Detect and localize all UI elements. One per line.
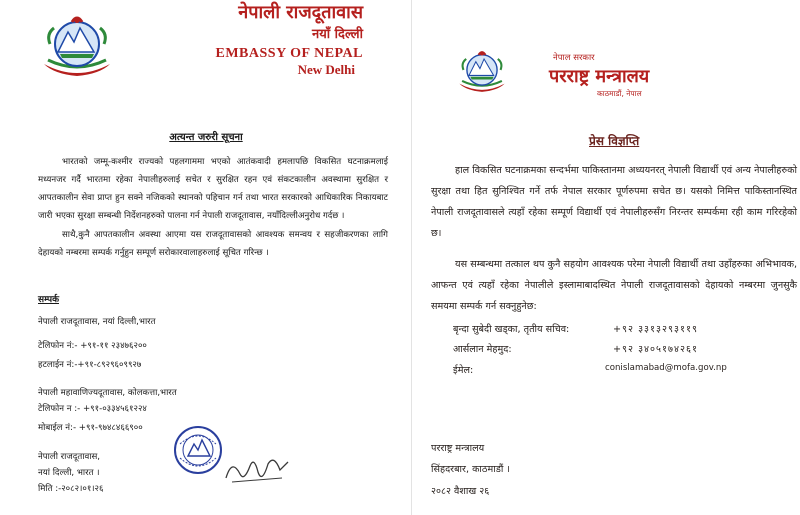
notice-title: अत्यन्त जरुरी सूचना	[169, 132, 243, 143]
press-paragraph-2: यस सम्बन्धमा तत्काल थप कुनै सहयोग आवश्यक परेमा नेपाली विद्यार्थी तथा उहाँहरुका अभिभावक, आफन्त एवं त्यहाँ रहेका नेपालीले इस्लामाबादस्थित नेपाली राजदूतावासको देहायको नम्बरमा जुनसुकै समयमा सम्पर्क गर्न सक्नुहुनेछ:	[431, 259, 797, 312]
contact-phone: +९२ ३३१३२९३११९	[613, 324, 698, 335]
consulate-mobile: मोबाईल नं:- +९१-९७४८४६६९००	[38, 423, 143, 433]
embassy-title-nepali: नेपाली राजदूतावास	[238, 2, 363, 23]
signatory-office: नेपाली राजदूतावास,	[38, 452, 101, 462]
ministry-location: काठमाडौं, नेपाल	[597, 89, 642, 98]
nepal-emblem-icon	[455, 48, 509, 96]
embassy-phone: टेलिफोन नं:- +९१-११ २३४७६२००	[38, 341, 147, 351]
issuing-place: सिंहदरबार, काठमाडौं ।	[431, 464, 511, 475]
embassy-address: नेपाली राजदूतावास, नयां दिल्ली,भारत	[38, 317, 156, 327]
embassy-city-english: New Delhi	[297, 62, 355, 77]
contact-name: बृन्दा सुबेदी खड्का, तृतीय सचिव:	[453, 324, 570, 335]
signature-mark	[222, 452, 292, 488]
embassy-seal-stamp	[172, 424, 224, 476]
ministry-title: परराष्ट्र मन्त्रालय	[549, 66, 650, 87]
ministry-press-release-document	[417, 0, 800, 515]
embassy-title-english: EMBASSY OF NEPAL	[215, 46, 363, 61]
contact-heading: सम्पर्क	[38, 295, 59, 305]
signatory-place: नयां दिल्ली, भारत ।	[38, 468, 100, 478]
embassy-hotline: हटलाईन नं:-+९१-८९२९६०९९२७	[38, 360, 142, 370]
government-label: नेपाल सरकार	[553, 53, 595, 63]
press-release-title: प्रेस विज्ञप्ति	[589, 134, 640, 148]
press-paragraph-1: हाल विकसित घटनाक्रमका सन्दर्भमा पाकिस्तानमा अध्ययनरत् नेपाली विद्यार्थी एवं अन्य नेपालीहरुको सुरक्षा तथा हित सुनिश्चित गर्ने तर्फ नेपाल सरकार पूर्णरुपमा सचेत छ। यसको निमित्त पाकिस्तानस्थित नेपाली राजदूतावासले त्यहाँ रहेका सम्पूर्ण विद्यार्थी एवं नेपालीहरुसँग निरन्तर सम्पर्कमा रही काम गरिरहेको छ।	[431, 165, 797, 239]
contact-phone: +९२ ३४०५१७४२६१	[613, 344, 698, 355]
notice-paragraph-2: साथै,कुनै आपतकालीन अवस्था आएमा यस राजदूतावासको आवश्यक समन्वय र सहजीकरणका लागि देहायको नम्बरमा सम्पर्क गर्नुहुन सम्पूर्ण सरोकारवालाहरुलाई सूचित गरिन्छ ।	[38, 230, 388, 258]
consulate-phone: टेलिफोन न :- +९१-०३३४५६१२२४	[38, 404, 147, 414]
nepal-emblem-icon	[38, 12, 116, 82]
notice-paragraph-1: भारतको जम्मू-कश्मीर राज्यको पहलगाममा भएको आतंकवादी हमलापछि विकसित घटनाक्रमलाई मध्यनजर गर्दै भारतमा रहेका नेपालीहरुलाई सचेत र सुरक्षित रहन एवं संकटकालीन अवस्थामा सुरक्षित र आपतकालीन सेवा प्राप्त हुन सक्ने नजिकको स्थानको पहिचान गर्न तथा भारत सरकारको आधिकारिक निकायबाट जारी भएका सुरक्षा सम्बन्धी निर्देशनहरुको पालना गर्न नेपाली राजदूतावास, नयाँदिल्लीअनुरोध गर्दछ ।	[38, 157, 388, 221]
contact-name: आर्सलान मेहमुद:	[453, 344, 512, 355]
consulate-address: नेपाली महावाणिज्यदूतावास, कोलकत्ता,भारत	[38, 388, 177, 398]
embassy-city-nepali: नयाँ दिल्ली	[312, 27, 363, 42]
issuing-office: परराष्ट्र मन्त्रालय	[431, 443, 485, 454]
notice-date: मिति :-२०८२।०१।२६	[38, 484, 104, 494]
contact-email-address: conislamabad@mofa.gov.np	[605, 363, 727, 373]
contact-email-label: ईमेल:	[453, 365, 474, 376]
release-date: २०८२ वैशाख २६	[431, 486, 490, 497]
